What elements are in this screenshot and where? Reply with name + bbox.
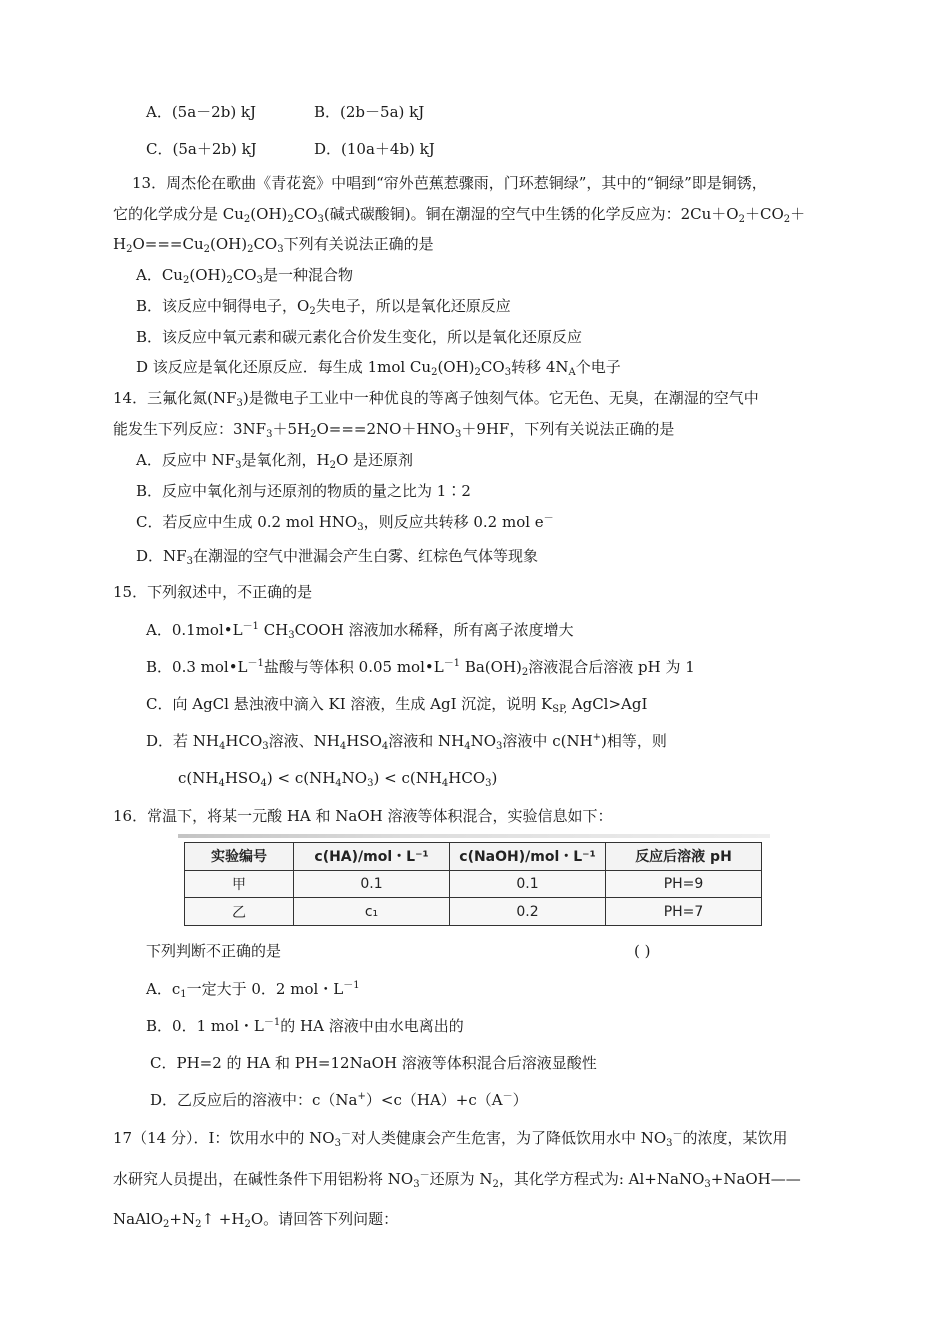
q17-line2: 水研究人员提出，在碱性条件下用铝粉将 $NO_3^-$还原为 $N_2$，其化学方程式为: Al+NaNO$_3$+NaOH—— — [113, 1170, 801, 1190]
q16-stem: 16．常温下，将某一元酸 HA 和 NaOH 溶液等体积混合，实验信息如下： — [113, 807, 613, 825]
q13-stem-line2: 它的化学成分是 $Cu_2(OH)_2CO_3$(碱式碳酸铜)。铜在潮湿的空气中生锈的化学反应为：$2Cu+O_2+CO_2+$ — [113, 205, 806, 225]
q13-stem-line1: 13．周杰伦在歌曲《青花瓷》中唱到“帘外芭蕉惹骤雨，门环惹铜绿”，其中的“铜绿”即是铜锈， — [132, 174, 767, 192]
q15-option-a: A．$0.1mol•L^{-1}$ $CH_3COOH$ 溶液加水稀释，所有离子浓度增大 — [146, 621, 574, 641]
q14-option-a: A．反应中 $NF_3$是氧化剂，$H_2O$ 是还原剂 — [136, 451, 414, 471]
q16-question: 下列判断不正确的是 — [146, 942, 282, 960]
q15-option-d: D．若 $NH_4HCO_3$溶液、$NH_4HSO_4$溶液和 $NH_4NO_3$溶液中 c(NH+)相等，则 — [146, 732, 667, 752]
q16-option-b: B．0．1 mol・$L^{-1}$的 HA 溶液中由水电离出的 — [146, 1017, 464, 1035]
table-cell: 0.2 — [450, 898, 606, 926]
table-header-cell: 实验编号 — [185, 843, 294, 871]
q13-stem-line3: $H_2O===Cu_2(OH)_2CO_3$下列有关说法正确的是 — [113, 235, 434, 255]
q12-option-b: B．(2b－5a) kJ — [314, 103, 425, 121]
q12-option-d: D．(10a＋4b) kJ — [314, 140, 435, 158]
table-cell: PH=9 — [606, 870, 762, 898]
q14-stem-line2: 能发生下列反应：$3NF_3+5H_2O===2NO+HNO_3+9HF$，下列有关说法正确的是 — [113, 420, 675, 440]
q15-option-c: C．向 AgCl 悬浊液中滴入 KI 溶液，生成 AgI 沉淀，说明 $K_{SP,}$ AgCl>AgI — [146, 695, 648, 715]
q13-option-b: B．该反应中铜得电子，$O_2$失电子，所以是氧化还原反应 — [136, 297, 511, 317]
q13-option-a: A．$Cu_2(OH)_2CO_3$是一种混合物 — [136, 266, 353, 286]
table-row — [185, 898, 762, 926]
table-cell: 0.1 — [450, 870, 606, 898]
q12-option-c: C．(5a＋2b) kJ — [146, 140, 257, 158]
table-cell: 甲 — [185, 870, 294, 898]
table-cell: c₁ — [294, 898, 450, 926]
table-cell: 乙 — [185, 898, 294, 926]
q16-option-c: C．PH=2 的 HA 和 PH=12NaOH 溶液等体积混合后溶液显酸性 — [150, 1054, 597, 1072]
q13-option-d: D 该反应是氧化还原反应．每生成 1mol $Cu_2(OH)_2CO_3$转移 $4N_A$个电子 — [136, 358, 621, 378]
q13-option-c: B．该反应中氧元素和碳元素化合价发生变化，所以是氧化还原反应 — [136, 328, 583, 346]
q14-stem-line1: 14．三氟化氮$(NF_3)$是微电子工业中一种优良的等离子蚀刻气体。它无色、无臭，在潮湿的空气中 — [113, 389, 759, 409]
table-row — [185, 870, 762, 898]
q14-option-c: C．若反应中生成 0.2 mol $HNO_3$，则反应共转移 0.2 mol e－ — [136, 513, 554, 533]
table-header-cell: c(HA)/mol・L⁻¹ — [294, 843, 450, 871]
q12-option-a: A．(5a－2b) kJ — [146, 103, 257, 121]
q17-line1: 17（14 分）．I：饮用水中的 $NO_3^-$对人类健康会产生危害，为了降低饮用水中 $NO_3^-$的浓度，某饮用 — [113, 1129, 788, 1149]
q14-option-d: D．$NF_3$在潮湿的空气中泄漏会产生白雾、红棕色气体等现象 — [136, 547, 538, 567]
experiment-table — [184, 842, 762, 926]
table-header-cell: c(NaOH)/mol・L⁻¹ — [450, 843, 606, 871]
q15-option-b: B．0.3 $mol•L^{-1}$盐酸与等体积 0.05 $mol•L^{-1}$ $Ba(OH)_2$溶液混合后溶液 pH 为 1 — [146, 658, 695, 678]
experiment-table-image — [178, 836, 770, 928]
q16-answer-blank: ( ) — [634, 942, 651, 960]
table-header-cell: 反应后溶液 pH — [606, 843, 762, 871]
q14-option-b: B．反应中氧化剂与还原剂的物质的量之比为 1∶2 — [136, 482, 471, 500]
q16-option-d: D．乙反应后的溶液中：c（Na+）<c（HA）+c（A－） — [150, 1091, 528, 1109]
q17-line3: $NaAlO_2+N_2↑ +H_2O$。请回答下列问题： — [113, 1210, 399, 1230]
table-cell: PH=7 — [606, 898, 762, 926]
table-header-row — [185, 843, 762, 871]
q15-option-d-inequality: $c(NH_4HSO_4) < c(NH_4NO_3) < c(NH_4HCO_3)$ — [178, 769, 498, 789]
table-cell: 0.1 — [294, 870, 450, 898]
q15-stem: 15．下列叙述中，不正确的是 — [113, 583, 313, 601]
scan-edge — [178, 834, 770, 838]
q16-option-a: A．$c_1$一定大于 0．2 mol・$L^{-1}$ — [146, 980, 360, 1000]
